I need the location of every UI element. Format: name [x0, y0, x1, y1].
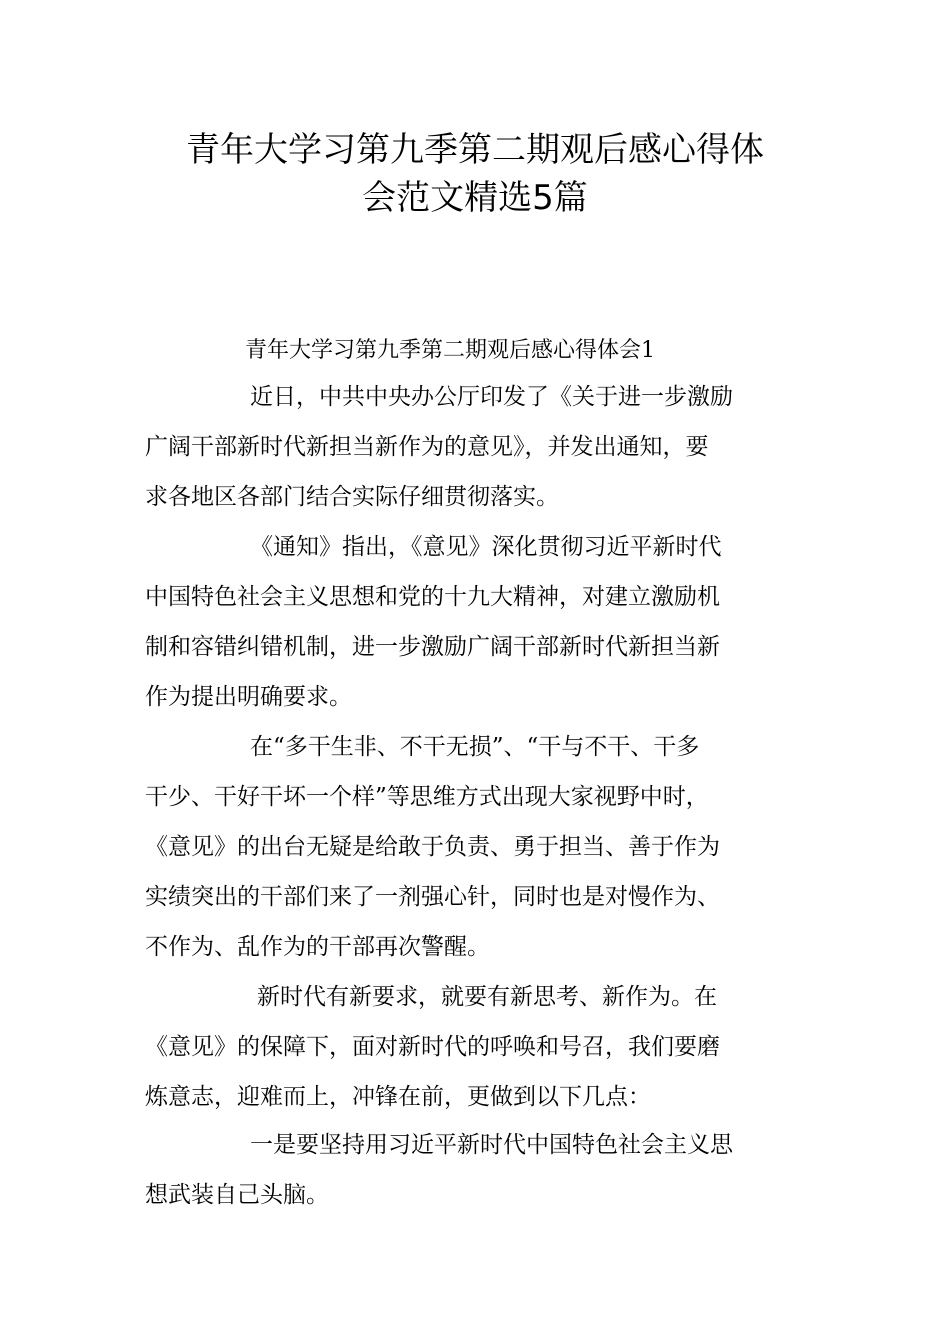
paragraph-line: 炼意志，迎难而上，冲锋在前，更做到以下几点：	[145, 1084, 651, 1110]
paragraph-line: 不作为、乱作为的干部再次警醒。	[145, 934, 490, 960]
paragraph-line: 中国特色社会主义思想和党的十九大精神，对建立激励机	[145, 584, 720, 610]
paragraph-line: 作为提出明确要求。	[145, 684, 352, 710]
paragraph-line: 《通知》指出，《意见》深化贯彻习近平新时代	[250, 534, 722, 560]
paragraph-5	[145, 1120, 810, 1220]
paragraph-2	[145, 522, 810, 722]
paragraph-line: 新时代有新要求，就要有新思考、新作为。在	[257, 984, 717, 1010]
paragraph-line: 《意见》的出台无疑是给敢于负责、勇于担当、善于作为	[145, 834, 720, 860]
paragraph-line: 《意见》的保障下，面对新时代的呼唤和号召，我们要磨	[145, 1034, 720, 1060]
paragraph-line: 求各地区各部门结合实际仔细贯彻落实。	[145, 484, 559, 510]
paragraph-line: 广阔干部新时代新担当新作为的意见》，并发出通知，要	[145, 434, 709, 460]
section-heading: 青年大学习第九季第二期观后感心得体会1	[245, 338, 655, 363]
paragraph-line: 制和容错纠错机制，进一步激励广阔干部新时代新担当新	[145, 634, 720, 660]
paragraph-3	[145, 722, 810, 972]
document-title-line-1: 青年大学习第九季第二期观后感心得体	[186, 130, 764, 170]
paragraph-line: 实绩突出的干部们来了一剂强心针，同时也是对慢作为、	[145, 884, 720, 910]
paragraph-line: 想武装自己头脑。	[145, 1182, 329, 1208]
paragraph-line: 近日，中共中央办公厅印发了《关于进一步激励	[250, 384, 733, 410]
paragraph-4	[145, 972, 810, 1122]
paragraph-line: 一是要坚持用习近平新时代中国特色社会主义思	[250, 1132, 733, 1158]
paragraph-1	[145, 372, 810, 522]
paragraph-line: 干少、干好干坏一个样”等思维方式出现大家视野中时，	[145, 784, 709, 810]
paragraph-line: 在“多干生非、不干无损”、“干与不干、干多	[250, 734, 700, 760]
document-title-line-2: 会范文精选5篇	[362, 178, 588, 218]
